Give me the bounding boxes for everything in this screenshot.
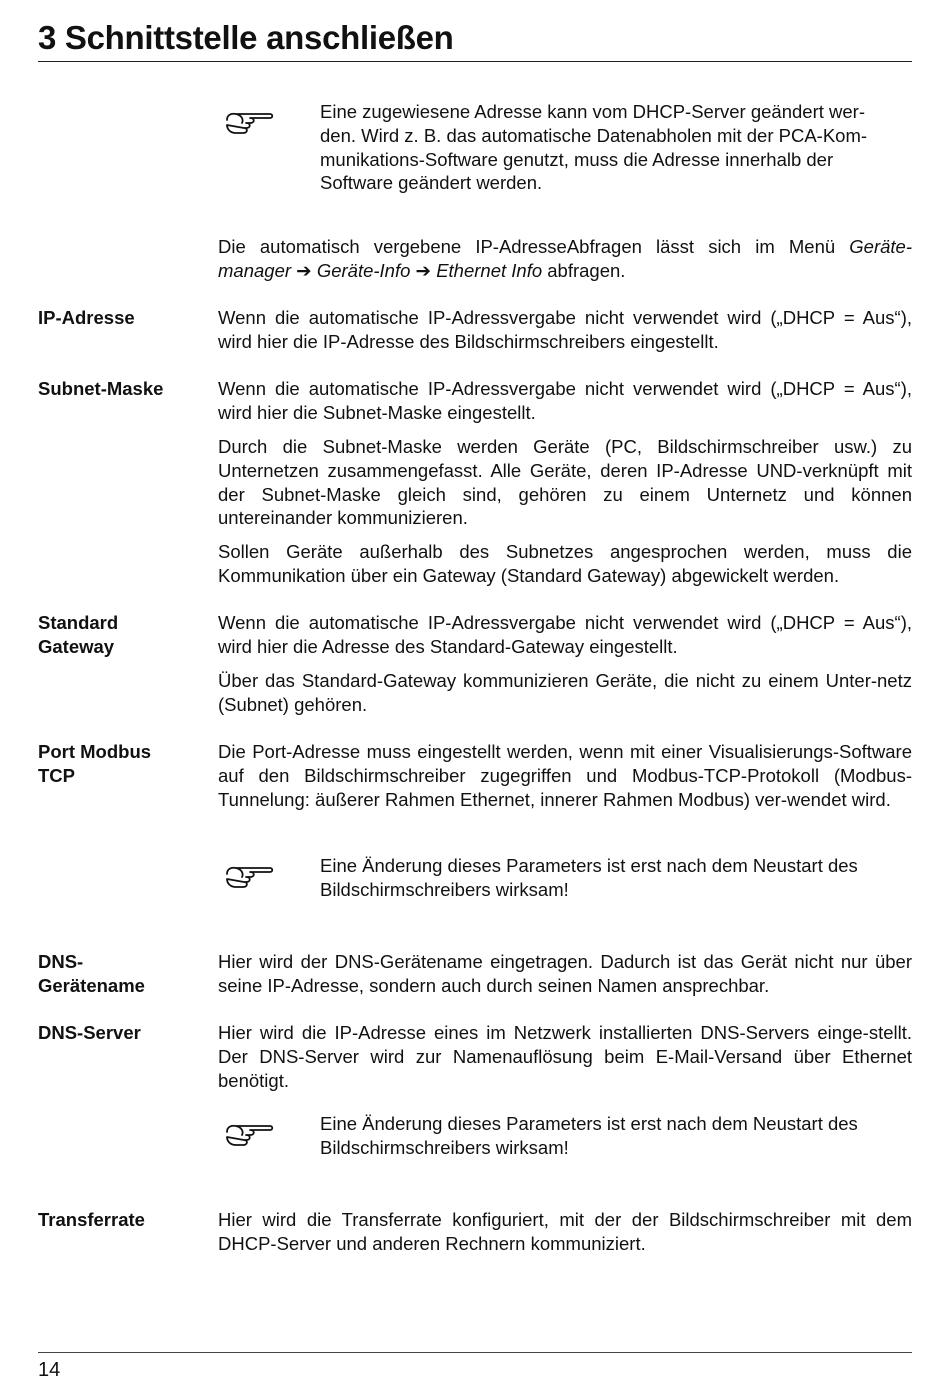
transfer-rate-paragraph: Hier wird die Transferrate konfiguriert, mit der der Bildschirmschreiber mit dem DHCP-Server und anderen Rechnern kommuniziert.	[218, 1209, 912, 1254]
dns-server-paragraph: Hier wird die IP-Adresse eines im Netzwerk installierten DNS-Servers einge-stellt. Der DNS-Server wird zur Namenauflösung beim E-Mail-Versand über Ethernet benötigt.	[218, 1022, 912, 1091]
note-top-line: munikations-Software genutzt, muss die Adresse innerhalb der	[320, 148, 834, 170]
port-modbus-paragraph: Die Port-Adresse muss eingestellt werden, wenn mit einer Visualisierungs-Software auf den Bildschirmschreiber zugegriffen und Modbus-TCP-Protokoll (Modbus-Tunnelung: äußerer Rahmen Ethernet, innerer Rahmen Modbus) ver-wendet wird.	[218, 741, 912, 810]
page-number: 14	[38, 1359, 61, 1381]
subnet-mask-paragraph: Wenn die automatische IP-Adressvergabe nicht verwendet wird („DHCP = Aus“), wird hier die Subnet-Maske eingestellt.	[218, 378, 912, 423]
label-standard-gateway	[38, 611, 208, 659]
note-port-modbus	[320, 854, 912, 902]
footer-divider	[38, 1352, 912, 1353]
label-line: Port Modbus	[38, 741, 152, 762]
menu-path-item: Geräte-manager	[218, 236, 912, 281]
page-title: 3 Schnittstelle anschließen	[38, 19, 454, 56]
pointing-hand-icon	[224, 110, 276, 140]
note-top	[320, 100, 912, 195]
label-line: Gateway	[38, 635, 115, 657]
intro-paragraph	[218, 235, 912, 283]
label-ip-address: IP-Adresse	[38, 307, 135, 328]
subnet-mask-paragraph: Sollen Geräte außerhalb des Subnetzes angesprochen werden, muss die Kommunikation über ein Gateway (Standard Gateway) abgewickelt werden.	[218, 541, 912, 586]
intro-text-end: abfragen.	[542, 259, 626, 281]
label-line: Gerätename	[38, 974, 145, 996]
note-dns-server	[320, 1112, 912, 1160]
label-line: Standard	[38, 612, 119, 633]
label-subnet-mask: Subnet-Maske	[38, 378, 164, 399]
menu-path-item: Geräte-Info	[316, 259, 411, 281]
title-divider	[38, 61, 912, 62]
pointing-hand-icon	[224, 1122, 276, 1152]
note-top-line: Software geändert werden.	[320, 172, 543, 194]
label-line: DNS-	[38, 951, 84, 972]
note-top-line: Eine zugewiesene Adresse kann vom DHCP-Server geändert wer-	[320, 101, 865, 122]
pointing-hand-icon	[224, 864, 276, 894]
standard-gateway-paragraph: Wenn die automatische IP-Adressvergabe nicht verwendet wird („DHCP = Aus“), wird hier die Adresse des Standard-Gateway eingestellt.	[218, 612, 912, 657]
menu-path-item: Ethernet Info	[436, 259, 543, 281]
ip-address-paragraph: Wenn die automatische IP-Adressvergabe nicht verwendet wird („DHCP = Aus“), wird hier die IP-Adresse des Bildschirmschreibers eingestellt.	[218, 307, 912, 352]
note-line: Bildschirmschreibers wirksam!	[320, 878, 569, 900]
standard-gateway-paragraph: Über das Standard-Gateway kommunizieren Geräte, die nicht zu einem Unter-netz (Subnet) gehören.	[218, 670, 912, 715]
label-dns-server: DNS-Server	[38, 1022, 141, 1043]
label-transfer-rate: Transferrate	[38, 1209, 145, 1230]
intro-text: Die automatisch vergebene IP-AdresseAbfragen lässt sich im Menü	[218, 236, 850, 257]
dns-device-name-paragraph: Hier wird der DNS-Gerätename eingetragen. Dadurch ist das Gerät nicht nur über seine IP-Adresse, sondern auch durch seinen Namen ansprechbar.	[218, 951, 912, 996]
arrow-icon: ➔	[415, 259, 432, 281]
arrow-icon: ➔	[296, 259, 312, 281]
label-port-modbus-tcp	[38, 740, 208, 788]
note-line: Eine Änderung dieses Parameters ist erst nach dem Neustart des	[320, 855, 858, 876]
subnet-mask-paragraph: Durch die Subnet-Maske werden Geräte (PC, Bildschirmschreiber usw.) zu Unternetzen zusammengefasst. Alle Geräte, deren IP-Adresse UND-verknüpft mit der Subnet-Maske gleich sind, gehören zu einem Unternetz und können untereinander kommunizieren.	[218, 436, 912, 529]
label-dns-device-name	[38, 950, 208, 998]
note-line: Bildschirmschreibers wirksam!	[320, 1136, 569, 1158]
note-line: Eine Änderung dieses Parameters ist erst nach dem Neustart des	[320, 1113, 858, 1134]
note-top-line: den. Wird z. B. das automatische Datenabholen mit der PCA-Kom-	[320, 124, 868, 146]
label-line: TCP	[38, 764, 75, 786]
